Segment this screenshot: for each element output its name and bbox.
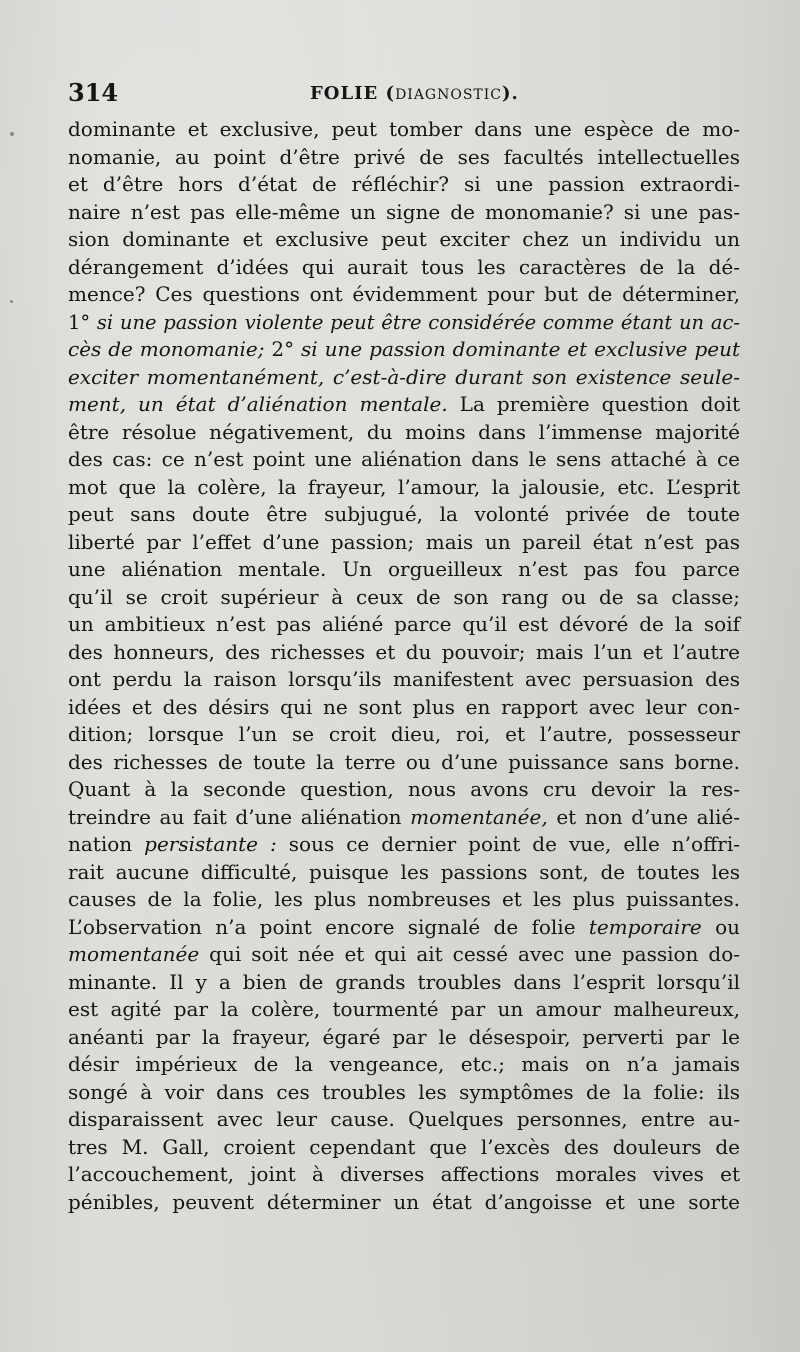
- text-line: [68, 721, 740, 749]
- running-head: [310, 82, 519, 107]
- text-line: [68, 886, 740, 914]
- body-text: [68, 116, 740, 1216]
- text-segment: tres M. Gall, croient cependant que l’excès des douleurs de: [68, 1134, 740, 1159]
- text-segment: naire n’est pas elle-même un signe de monomanie? si une pas-: [68, 199, 740, 224]
- text-segment: rait aucune difficulté, puisque les passions sont, de toutes les: [68, 859, 740, 884]
- text-line: [68, 501, 740, 529]
- text-line: [68, 309, 740, 337]
- italic-text: momentanée,: [410, 804, 548, 829]
- text-segment: et d’être hors d’état de réfléchir? si une passion extraordi-: [68, 172, 740, 196]
- text-line: [68, 281, 740, 309]
- text-line: [68, 116, 740, 144]
- text-line: [68, 199, 740, 227]
- text-segment: qui soit née et qui ait cessé avec une passion do-: [199, 942, 740, 966]
- text-segment: nation: [68, 832, 145, 856]
- text-line: [68, 474, 740, 502]
- text-line: [68, 336, 740, 364]
- text-segment: 2°: [271, 337, 302, 361]
- text-line: [68, 1106, 740, 1134]
- paper-speck: [10, 300, 13, 303]
- italic-text: temporaire: [588, 914, 702, 939]
- text-line: [68, 639, 740, 667]
- text-segment: nomanie, au point d’être privé de ses facultés intellectuelles: [68, 144, 740, 169]
- italic-text: cès de monomanie;: [68, 337, 272, 361]
- text-segment: mot que la colère, la frayeur, l’amour, la jalousie, etc. L’esprit: [68, 474, 740, 499]
- text-line: [68, 1161, 740, 1189]
- text-segment: une aliénation mentale. Un orgueilleux n’est pas fou parce: [68, 557, 740, 581]
- text-segment: treindre au fait d’une aliénation: [68, 804, 411, 829]
- text-line: [68, 446, 740, 474]
- page-number: 314: [68, 78, 119, 107]
- text-line: [68, 1079, 740, 1107]
- text-segment: des cas: ce n’est point une aliénation dans le sens attaché à ce: [68, 447, 740, 471]
- text-line: [68, 1051, 740, 1079]
- text-line: [68, 694, 740, 722]
- text-segment: un ambitieux n’est pas aliéné parce qu’il est dévoré de la soif: [68, 612, 740, 636]
- running-head-title: FOLIE: [310, 83, 379, 104]
- text-segment: ou: [701, 914, 740, 939]
- text-segment: des richesses de toute la terre ou d’une puissance sans borne.: [68, 749, 740, 774]
- text-line: [68, 914, 740, 942]
- text-segment: La première question doit: [447, 392, 740, 416]
- running-head-paren-close: ).: [502, 83, 519, 104]
- text-segment: causes de la folie, les plus nombreuses et les plus puissantes.: [68, 887, 740, 911]
- text-line: [68, 144, 740, 172]
- text-line: [68, 556, 740, 584]
- text-segment: pénibles, peuvent déterminer un état d’angoisse et une sorte: [68, 1189, 740, 1214]
- text-line: [68, 1189, 740, 1217]
- text-segment: sion dominante et exclusive peut exciter chez un individu un: [68, 227, 740, 251]
- text-segment: mence? Ces questions ont évidemment pour but de déterminer,: [68, 282, 740, 306]
- italic-text: momentanée: [68, 942, 200, 966]
- paper-speck: [10, 132, 14, 136]
- text-segment: des honneurs, des richesses et du pouvoir; mais l’un et l’autre: [68, 639, 740, 664]
- page-header: [68, 78, 736, 114]
- text-line: [68, 254, 740, 282]
- running-head-subtitle: DIAGNOSTIC: [395, 87, 503, 103]
- text-segment: ont perdu la raison lorsqu’ils manifestent avec persuasion des: [68, 667, 740, 691]
- text-segment: qu’il se croit supérieur à ceux de son rang ou de sa classe;: [68, 584, 740, 609]
- text-line: [68, 969, 740, 997]
- italic-text: exciter momentanément, c’est-à-dire durant son existence seule-: [68, 364, 740, 389]
- text-line: [68, 996, 740, 1024]
- italic-text: persistante :: [144, 832, 277, 856]
- text-line: [68, 859, 740, 887]
- text-segment: dition; lorsque l’un se croit dieu, roi, et l’autre, possesseur: [68, 722, 740, 746]
- text-line: [68, 226, 740, 254]
- text-segment: est agité par la colère, tourmenté par un amour malheureux,: [68, 997, 740, 1021]
- text-line: [68, 1134, 740, 1162]
- text-line: [68, 666, 740, 694]
- text-segment: peut sans doute être subjugué, la volonté privée de toute: [68, 502, 740, 526]
- text-segment: être résolue négativement, du moins dans l’immense majorité: [68, 419, 740, 444]
- text-segment: désir impérieux de la vengeance, etc.; mais on n’a jamais: [68, 1052, 740, 1076]
- text-segment: anéanti par la frayeur, égaré par le désespoir, perverti par le: [68, 1024, 740, 1049]
- text-line: [68, 391, 740, 419]
- text-line: [68, 584, 740, 612]
- italic-text: ment, un état d’aliénation mentale.: [68, 392, 448, 416]
- text-segment: sous ce dernier point de vue, elle n’offri-: [276, 832, 740, 856]
- text-line: [68, 611, 740, 639]
- text-segment: 1°: [68, 310, 97, 334]
- text-segment: l’accouchement, joint à diverses affections morales vives et: [68, 1162, 740, 1186]
- text-line: [68, 776, 740, 804]
- text-segment: dominante et exclusive, peut tomber dans une espèce de mo-: [68, 117, 740, 141]
- text-segment: liberté par l’effet d’une passion; mais un pareil état n’est pas: [68, 529, 740, 554]
- text-line: [68, 419, 740, 447]
- text-line: [68, 804, 740, 832]
- text-segment: idées et des désirs qui ne sont plus en rapport avec leur con-: [68, 694, 740, 719]
- text-line: [68, 941, 740, 969]
- text-line: [68, 171, 740, 199]
- text-segment: minante. Il y a bien de grands troubles dans l’esprit lorsqu’il: [68, 969, 740, 994]
- text-segment: L’observation n’a point encore signalé de folie: [68, 914, 589, 939]
- text-segment: et non d’une alié-: [547, 804, 740, 829]
- italic-text: si une passion dominante et exclusive peut: [301, 337, 740, 361]
- text-segment: songé à voir dans ces troubles les symptômes de la folie: ils: [68, 1079, 740, 1104]
- text-segment: disparaissent avec leur cause. Quelques personnes, entre au-: [68, 1107, 740, 1131]
- text-line: [68, 831, 740, 859]
- running-head-paren-open: (: [378, 83, 396, 104]
- text-line: [68, 1024, 740, 1052]
- text-line: [68, 364, 740, 392]
- italic-text: si une passion violente peut être considérée comme étant un ac-: [96, 310, 740, 334]
- text-line: [68, 749, 740, 777]
- text-line: [68, 529, 740, 557]
- text-segment: Quant à la seconde question, nous avons cru devoir la res-: [68, 777, 740, 801]
- text-segment: dérangement d’idées qui aurait tous les caractères de la dé-: [68, 254, 740, 279]
